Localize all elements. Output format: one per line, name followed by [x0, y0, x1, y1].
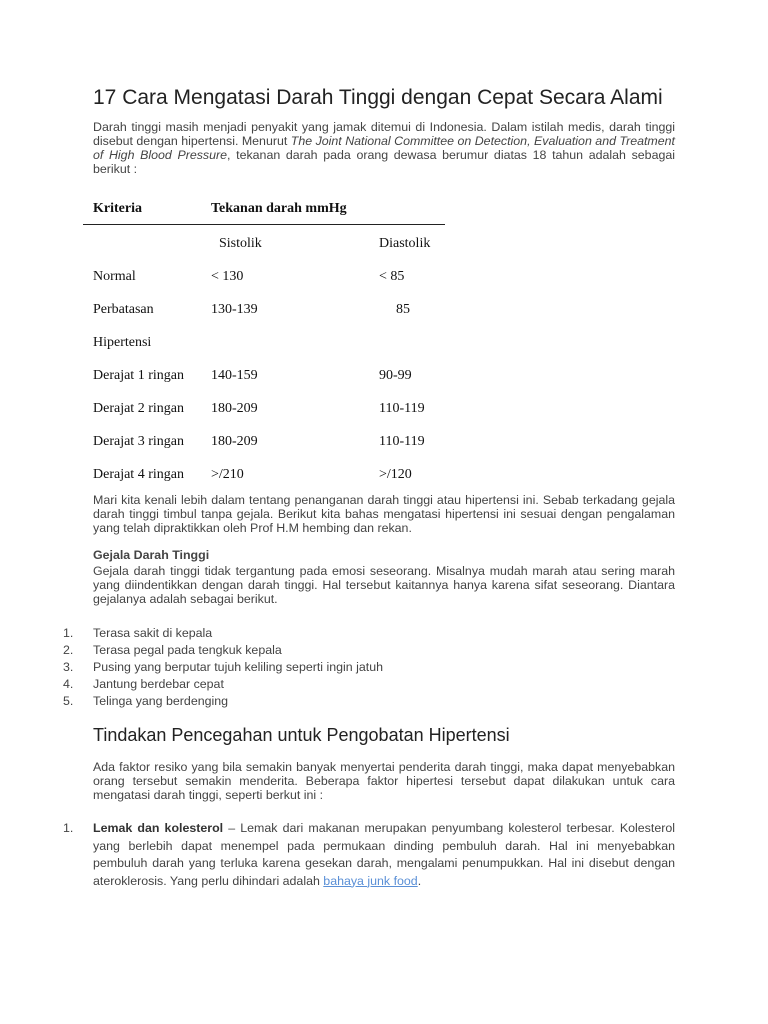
list-item-number: 2. [63, 643, 74, 657]
list-item-number: 4. [63, 677, 74, 691]
list-item-text: Jantung berdebar cepat [93, 677, 224, 691]
tip-title: Lemak dan kolesterol [93, 821, 224, 835]
table-row-diastolic: 110-119 [379, 401, 425, 416]
table-row-systolic: 180-209 [211, 401, 258, 416]
table-row-diastolic: >/120 [379, 467, 412, 482]
list-item-number: 1. [63, 821, 74, 835]
table-row-systolic: < 130 [211, 269, 244, 284]
junk-food-link[interactable]: bahaya junk food [323, 873, 418, 888]
list-item-text: Terasa sakit di kepala [93, 626, 213, 640]
table-row-label: Derajat 3 ringan [93, 434, 184, 449]
table-row-label: Derajat 1 ringan [93, 368, 184, 383]
list-item [93, 820, 675, 890]
table-row-systolic: >/210 [211, 467, 244, 482]
table-subheader-systolic: Sistolik [219, 236, 262, 251]
table-row-diastolic: < 85 [379, 269, 405, 284]
table-header-criteria: Kriteria [93, 201, 142, 216]
table-row-diastolic: 90-99 [379, 368, 412, 383]
symptoms-heading: Gejala Darah Tinggi [93, 548, 210, 562]
list-item-text: Pusing yang berputar tujuh keliling seperti ingin jatuh [93, 660, 383, 674]
list-item-number: 1. [63, 626, 74, 640]
table-subheader-diastolic: Diastolik [379, 236, 431, 251]
list-item-number: 3. [63, 660, 74, 674]
table-row-label: Derajat 4 ringan [93, 467, 184, 482]
list-item-number: 5. [63, 694, 74, 708]
intro-text-start: Darah tinggi masih menjadi penyakit yang jamak ditemui di Indonesia. Dalam istilah medis, darah tinggi disebut dengan hipertensi. Menurut [93, 120, 675, 148]
table-row-label: Derajat 2 ringan [93, 401, 184, 416]
table-row-label: Perbatasan [93, 302, 154, 317]
tip-text: – Lemak dari makanan merupakan penyumbang kolesterol terbesar. Kolesterol yang berlebih dapat menempel pada permukaan dinding pembuluh darah. Hal ini menyebabkan pembuluh darah yang terluka karena gesekan darah, mengalami penumpukkan. Hal ini disebut dengan ateroklerosis. Yang perlu dihindari adalah [93, 821, 675, 888]
intro-text-end: , tekanan darah pada orang dewasa berumur diatas 18 tahun adalah sebagai berikut : [93, 148, 675, 176]
intro-hypertension-paragraph: Mari kita kenali lebih dalam tentang penanganan darah tinggi atau hipertensi ini. Sebab terkadang gejala darah tinggi timbul tanpa gejala. Berikut kita bahas mengatasi hipertensi ini sesuai dengan pengalaman yang telah dipraktikkan oleh Prof H.M hembing dan rekan. [93, 493, 675, 535]
list-item-text: Telinga yang berdenging [93, 694, 229, 708]
table-row-label: Normal [93, 269, 136, 284]
symptoms-paragraph: Gejala darah tinggi tidak tergantung pada emosi seseorang. Misalnya mudah marah atau sering marah yang diindentikkan dengan darah tinggi. Hal tersebut kaitannya hanya karena sifat seseorang. Diantara gejalanya adalah sebagai berikut. [93, 564, 675, 606]
table-row-systolic: 180-209 [211, 434, 258, 449]
tip-text-end: . [417, 873, 422, 888]
table-header-divider [83, 224, 445, 225]
list-item-text: Terasa pegal pada tengkuk kepala [93, 643, 282, 657]
table-header-pressure: Tekanan darah mmHg [211, 201, 347, 216]
prevention-paragraph: Ada faktor resiko yang bila semakin banyak menyertai penderita darah tinggi, maka dapat menyebabkan orang tersebut semakin menderita. Beberapa faktor hipertesi tersebut dapat dilakukan untuk cara mengatasi darah tinggi, seperti berkut ini : [93, 760, 675, 802]
table-row-systolic: 140-159 [211, 368, 258, 383]
intro-italic-committee: The Joint National Committee on Detection, Evaluation and Treatment of High Blood Pressure [93, 134, 675, 162]
table-row-diastolic: 110-119 [379, 434, 425, 449]
page-title: 17 Cara Mengatasi Darah Tinggi dengan Cepat Secara Alami [93, 86, 663, 109]
table-row-label: Hipertensi [93, 335, 152, 350]
table-row-diastolic: 85 [396, 302, 410, 317]
intro-paragraph [93, 120, 675, 176]
section-heading-prevention: Tindakan Pencegahan untuk Pengobatan Hipertensi [93, 725, 510, 745]
table-row-systolic: 130-139 [211, 302, 258, 317]
